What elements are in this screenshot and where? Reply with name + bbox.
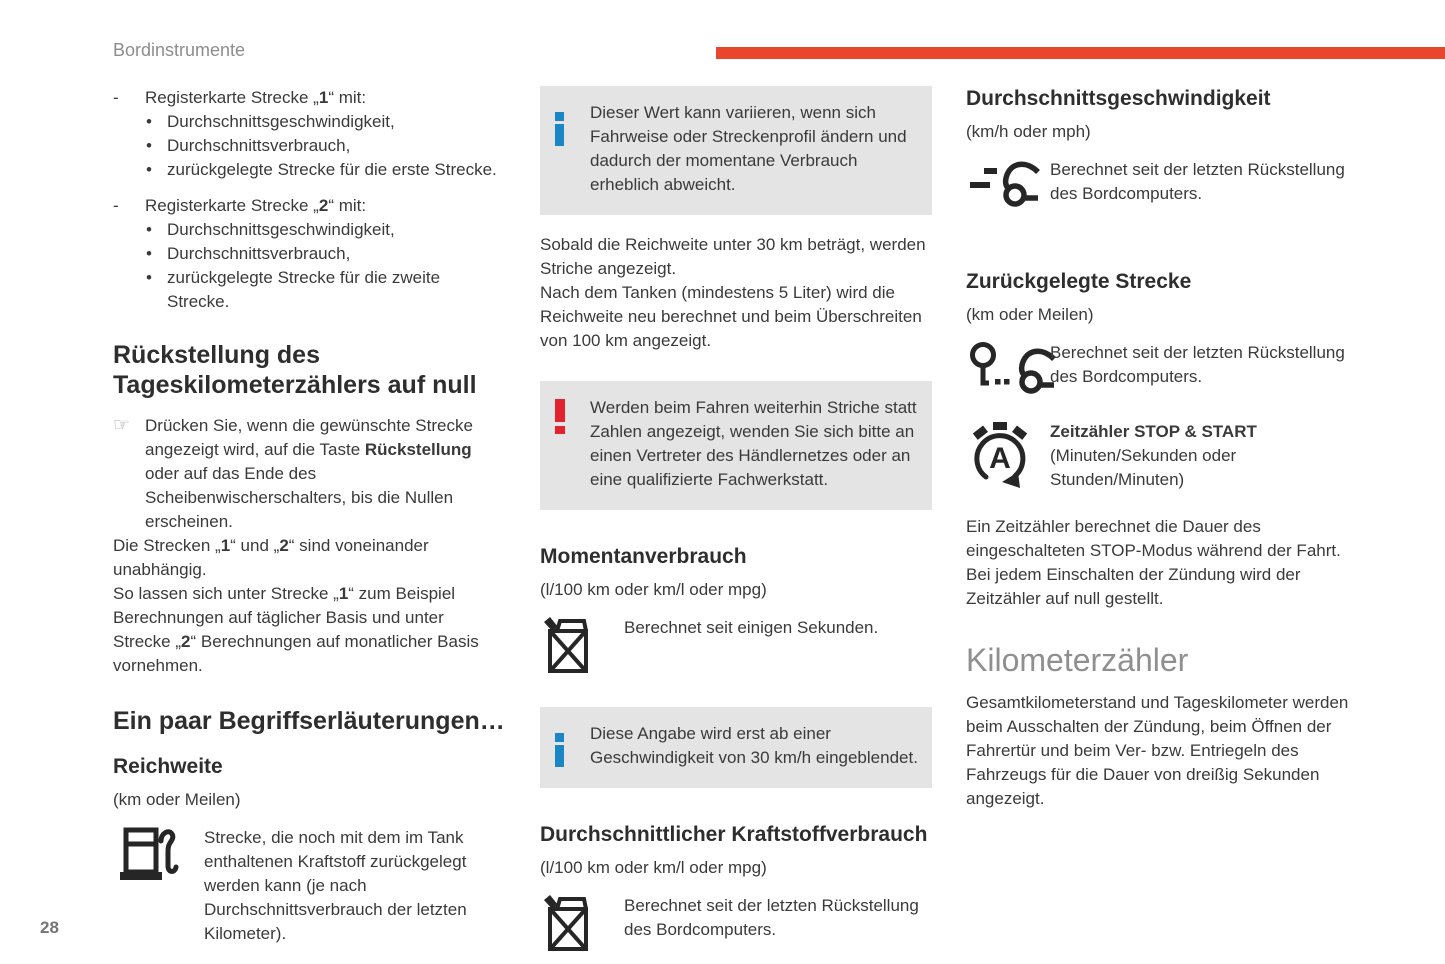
timer-units: (Minuten/Sekunden oder Stunden/Minuten) [1050, 446, 1237, 489]
middle-column [540, 86, 932, 959]
range-row [113, 826, 505, 946]
timer-title: Zeitzähler STOP & START [1050, 422, 1257, 441]
trip2-list-lead: Registerkarte Strecke „2“ mit: [145, 196, 367, 215]
page-number: 28 [40, 918, 59, 937]
avg-speed-row [966, 158, 1358, 219]
distance-row [966, 341, 1358, 406]
list-item-text: Durchschnittsverbrauch, [167, 244, 351, 263]
current-consumption-row [540, 616, 932, 681]
distance-icon [966, 341, 1050, 406]
odometer-heading: Kilometerzähler [966, 642, 1189, 678]
trip2-list-body [145, 194, 505, 314]
avg-speed-units: (km/h oder mph) [966, 122, 1091, 141]
current-consumption-description: Berechnet seit einigen Sekunden. [624, 618, 879, 637]
range-dash-paragraph: Sobald die Reichweite unter 30 km beträgt, werden Striche angezeigt. [540, 235, 926, 278]
list-item [145, 158, 505, 182]
refuel-paragraph: Nach dem Tanken (mindestens 5 Liter) wird die Reichweite neu berechnet und beim Überschreiten von 100 km angezeigt. [540, 283, 922, 350]
current-consumption-units: (l/100 km oder km/l oder mpg) [540, 580, 767, 599]
info-note-2-text: Diese Angabe wird erst ab einer Geschwindigkeit von 30 km/h eingeblendet. [590, 724, 918, 767]
range-heading: Reichweite [113, 755, 223, 778]
list-item [145, 242, 505, 266]
stop-start-timer-row [966, 420, 1358, 497]
info-note-text: Dieser Wert kann variieren, wenn sich Fahrweise oder Streckenprofil ändern und dadurch der momentane Verbrauch erheblich abweicht. [590, 103, 907, 194]
odometer-paragraph: Gesamtkilometerstand und Tageskilometer werden beim Ausschalten der Zündung, beim Öffnen der Fahrertür und beim Ver- bzw. Entriegeln des Fahrzeugs für die Dauer von dreißig Sekunden angezeigt. [966, 693, 1349, 808]
avg-speed-description: Berechnet seit der letzten Rückstellung des Bordcomputers. [1050, 160, 1345, 203]
trip1-list [113, 86, 505, 182]
avg-fuel-units: (l/100 km oder km/l oder mpg) [540, 858, 767, 877]
reset-heading: Rückstellung des Tageskilometerzählers auf null [113, 341, 477, 399]
jerry-can-icon [540, 894, 624, 959]
trip2-list [113, 194, 505, 314]
stop-start-timer-text [1050, 420, 1358, 497]
jerry-can-icon [540, 616, 624, 681]
bullet-marker: • [146, 220, 152, 239]
list-item [145, 266, 505, 314]
independent-paragraph: Die Strecken „1“ und „2“ sind voneinander unabhängig. [113, 536, 429, 579]
info-note-box-2 [540, 707, 932, 788]
avg-speed-heading: Durchschnittsgeschwindigkeit [966, 87, 1271, 110]
avg-fuel-description: Berechnet seit der letzten Rückstellung des Bordcomputers. [624, 896, 919, 939]
running-header: Bordinstrumente [113, 40, 246, 60]
avg-fuel-row [540, 894, 932, 959]
warning-icon [555, 396, 577, 492]
warning-note-text: Werden beim Fahren weiterhin Striche statt Zahlen angezeigt, wenden Sie sich bitte an einen Vertreter des Händlernetzes oder an eine qualifizierte Fachwerkstatt. [590, 398, 917, 489]
reset-step-text: Drücken Sie, wenn die gewünschte Strecke angezeigt wird, auf die Taste Rückstellung oder auf das Ende des Scheibenwischerschalters, bis die Nullen erscheinen. [145, 416, 473, 531]
accent-bar [716, 47, 1445, 59]
dash-marker: - [113, 88, 119, 107]
bullet-marker: • [146, 112, 152, 131]
dash-marker: - [113, 196, 119, 215]
bullet-marker: • [146, 160, 152, 179]
timer-paragraph: Ein Zeitzähler berechnet die Dauer des eingeschalteten STOP-Modus während der Fahrt. Bei jedem Einschalten der Zündung wird der Zeitzähler auf null gestellt. [966, 517, 1341, 608]
stop-start-timer-icon [966, 420, 1050, 497]
range-units: (km oder Meilen) [113, 790, 241, 809]
trip1-list-body [145, 86, 505, 182]
bullet-marker: • [146, 268, 152, 287]
list-item-text: zurückgelegte Strecke für die zweite Strecke. [167, 268, 441, 311]
distance-units: (km oder Meilen) [966, 305, 1094, 324]
trip1-list-lead: Registerkarte Strecke „1“ mit: [145, 88, 367, 107]
info-note-box [540, 86, 932, 215]
left-column [113, 86, 505, 946]
bullet-marker: • [146, 136, 152, 155]
timer-letter: A [989, 442, 1011, 475]
list-item [145, 134, 505, 158]
reset-step [113, 414, 505, 534]
info-icon [555, 101, 577, 197]
info-icon [555, 722, 577, 770]
range-description: Strecke, die noch mit dem im Tank enthaltenen Kraftstoff zurückgelegt werden kann (je nach Durchschnittsverbrauch der letzten Kilometer). [204, 828, 467, 943]
right-column [966, 86, 1358, 811]
list-item-text: Durchschnittsgeschwindigkeit, [167, 220, 395, 239]
bullet-marker: • [146, 244, 152, 263]
current-consumption-heading: Momentanverbrauch [540, 545, 747, 568]
example-paragraph: So lassen sich unter Strecke „1“ zum Beispiel Berechnungen auf täglicher Basis und unter Strecke „2“ Berechnungen auf monatlicher Basis vornehmen. [113, 584, 479, 675]
list-item-text: Durchschnittsgeschwindigkeit, [167, 112, 395, 131]
distance-description: Berechnet seit der letzten Rückstellung des Bordcomputers. [1050, 343, 1345, 386]
list-item-text: zurückgelegte Strecke für die erste Strecke. [167, 160, 497, 179]
pointing-hand-icon: ☞ [113, 415, 131, 436]
warning-note-box [540, 381, 932, 510]
fuel-pump-icon [113, 826, 204, 946]
avg-speed-icon [966, 158, 1050, 219]
list-item [145, 218, 505, 242]
list-item [145, 110, 505, 134]
terms-heading: Ein paar Begriffserläuterungen… [113, 707, 505, 735]
list-item-text: Durchschnittsverbrauch, [167, 136, 351, 155]
distance-heading: Zurückgelegte Strecke [966, 270, 1192, 293]
avg-fuel-heading: Durchschnittlicher Kraftstoffverbrauch [540, 823, 928, 846]
